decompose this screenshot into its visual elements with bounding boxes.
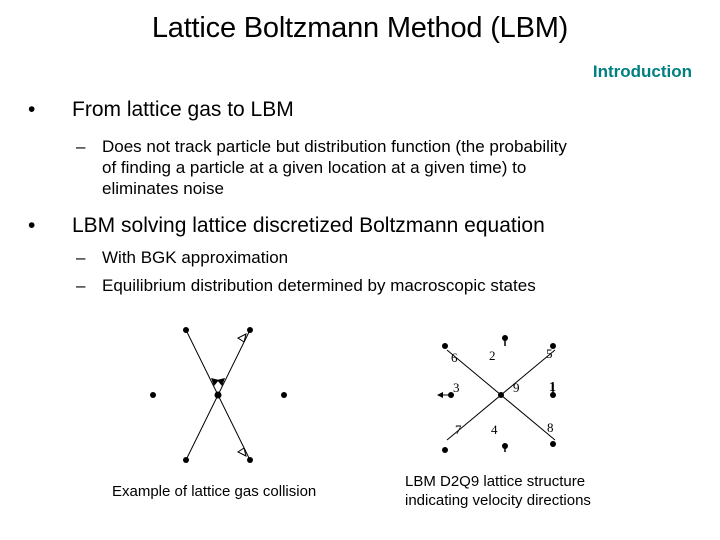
arrow-icon <box>437 392 443 398</box>
section-tag: Introduction <box>592 62 692 81</box>
bullet-dot: • <box>28 214 36 237</box>
bullet-1-sub-1 <box>76 136 567 199</box>
direction-label: 8 <box>547 420 554 435</box>
collision-caption: Example of lattice gas collision <box>112 483 317 500</box>
sub-dash: – <box>76 137 86 156</box>
lattice-node <box>281 392 287 398</box>
lattice-node <box>498 392 504 398</box>
bullet-1 <box>28 98 294 122</box>
direction-label: 4 <box>491 422 498 437</box>
lattice-node <box>247 327 253 333</box>
lattice-node <box>502 443 508 449</box>
lattice-node <box>215 392 222 399</box>
lattice-node <box>550 441 556 447</box>
bullet-2-sub-2 <box>76 275 536 296</box>
outgoing-arrow-icon <box>238 448 246 456</box>
direction-label: 2 <box>489 348 496 363</box>
lattice-node <box>183 457 189 463</box>
lattice-node <box>150 392 156 398</box>
sub-line: Equilibrium distribution determined by macroscopic states <box>102 276 536 295</box>
bullet-1-text: From lattice gas to LBM <box>72 98 294 121</box>
outgoing-arrow-icon <box>238 334 246 342</box>
direction-label: 3 <box>453 380 460 395</box>
bullet-2-sub-1 <box>76 247 288 268</box>
slide-title: Lattice Boltzmann Method (LBM) <box>151 12 569 44</box>
bullet-dot: • <box>28 98 36 121</box>
sub-dash: – <box>76 248 86 267</box>
direction-label: 1 <box>549 380 556 395</box>
caption-line: indicating velocity directions <box>405 492 591 509</box>
d2q9-caption <box>405 472 591 510</box>
lattice-node <box>247 457 253 463</box>
incoming-arrow-icon <box>211 378 219 386</box>
incoming-arrow-icon <box>217 378 225 386</box>
lattice-node <box>502 335 508 341</box>
bullet-2 <box>28 214 545 238</box>
lattice-node <box>183 327 189 333</box>
sub-line: With BGK approximation <box>102 248 289 267</box>
collision-figure <box>140 318 310 470</box>
direction-label: 5 <box>546 346 553 361</box>
sub-dash: – <box>76 276 86 295</box>
sub-line: Does not track particle but distribution function (the probability <box>102 137 567 156</box>
d2q9-figure <box>425 328 580 458</box>
direction-label: 7 <box>455 422 462 437</box>
sub-line: of finding a particle at a given location at a given time) to <box>102 158 527 177</box>
bullet-2-text: LBM solving lattice discretized Boltzmann equation <box>72 214 545 237</box>
direction-label: 9 <box>513 380 520 395</box>
direction-label: 6 <box>451 350 458 365</box>
sub-line: eliminates noise <box>102 179 224 198</box>
caption-line: LBM D2Q9 lattice structure <box>405 473 586 490</box>
lattice-node <box>442 447 448 453</box>
lattice-node <box>442 343 448 349</box>
